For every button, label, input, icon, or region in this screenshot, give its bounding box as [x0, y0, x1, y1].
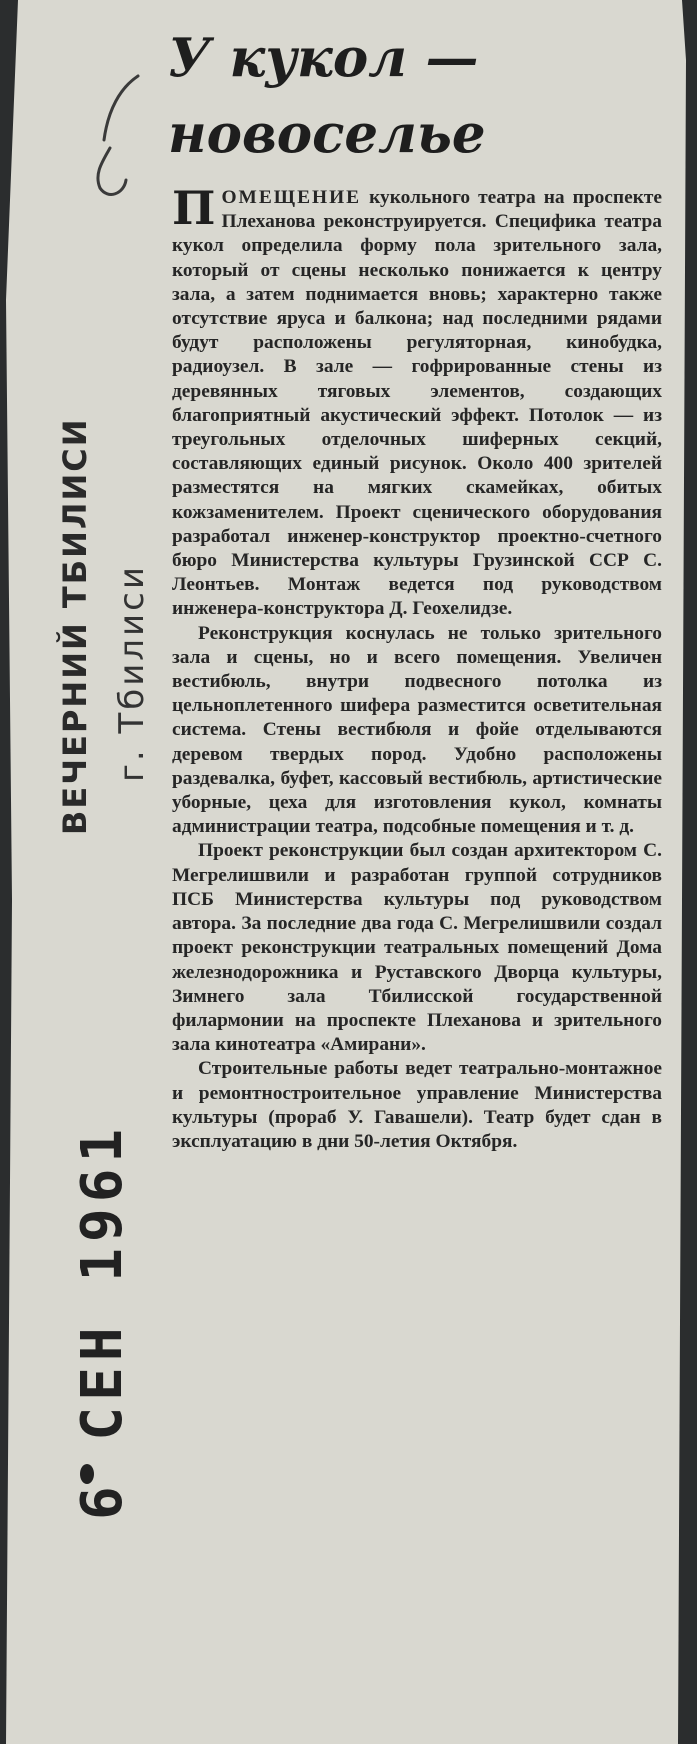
date-stamp: 6 СЕН 1961 — [70, 1122, 135, 1520]
headline — [168, 20, 668, 172]
city-stamp: г. Тбилиси — [112, 564, 152, 782]
publication-stamp: ВЕЧЕРНИЙ ТБИЛИСИ — [56, 417, 94, 835]
headline-line-2: новоселье — [168, 103, 486, 165]
handwritten-mark — [80, 70, 150, 210]
paragraph-2: Реконструкция коснулась не только зрительного зала и сцены, но и всего помещения. Увеличен вестибюль, внутри подвесного потолка из цельноплетенного шифера разместится осветительная система. Стены вестибюля и фойе отделываются деревом твердых пород. Удобно расположены раздевалка, буфет, кассовый вестибюль, артистические уборные, цеха для изготовления кукол, комнаты администрации театра, подсобные помещения и т. д. — [172, 622, 662, 838]
lead-word: ОМЕЩЕНИЕ — [221, 187, 362, 208]
paragraph-1-text: кукольного театра на проспекте Плеханова реконструируется. Специфика театра кукол определила форму пола зрительного зала, который от сцены несколько понижается к центру зала, а затем поднимается вновь; характерно также отсутствие яруса и балкона; над последними рядами будут расположены регуляторная, кинобудка, радиоузел. В зале — гофрированные стены из деревянных тяговых элементов, создающих благоприятный акустический эффект. Потолок — из треугольных отделочных шиферных секций, составляющих единый рисунок. Около 400 зрителей разместятся на мягких скамейках, обитых кожзаменителем. Проект сценического оборудования разработал инженер-конструктор проектно-счетного бюро Министерства культуры Грузинской ССР С. Леонтьев. Монтаж ведется под руководством инженера-конструктора Д. Геохелидзе. — [172, 187, 662, 620]
drop-cap: П — [172, 181, 216, 235]
paragraph-3: Проект реконструкции был создан архитектором С. Мегрелишвили и разработан группой сотрудников ПСБ Министерства культуры под руководством автора. За последние два года С. Мегрелишвили создал проект реконструкции театральных помещений Дома железнодорожника и Руставского Дворца культуры, Зимнего зала Тбилисской государственной филармонии на проспекте Плеханова и зрительного зала кинотеатра «Амирани». — [172, 840, 662, 1056]
paragraph-4: Строительные работы ведет театрально-монтажное и ремонтностроительное управление Министерства культуры (прораб У. Гавашели). Театр будет сдан в эксплуатацию в дни 50-летия Октября. — [172, 1058, 662, 1152]
paragraph-1 — [172, 181, 662, 622]
article-body — [172, 181, 662, 1154]
headline-line-1: У кукол — — [168, 27, 479, 89]
